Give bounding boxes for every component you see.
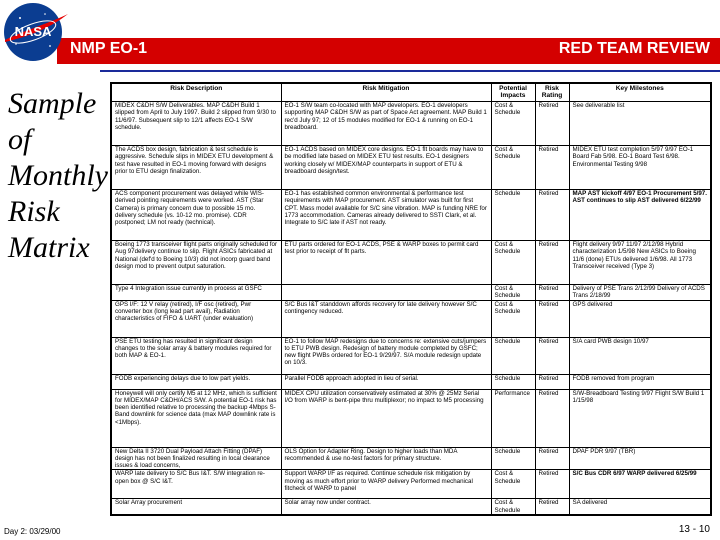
risk-mitigation-cell: EO-1 S/W team co-located with MAP developers. EO-1 developers supporting MAP C&DH S/W as part of Space Act agreement. MAP Build 1 rec'd July 97; 12 of 15 modules modified for EO-1 & running on EO-1 breadboard. bbox=[281, 102, 491, 146]
potential-impacts-cell: Schedule bbox=[491, 374, 535, 389]
table-row bbox=[111, 285, 711, 301]
potential-impacts-cell: Cost & Schedule bbox=[491, 241, 535, 285]
potential-impacts-cell: Schedule bbox=[491, 447, 535, 470]
potential-impacts-cell: Cost & Schedule bbox=[491, 300, 535, 337]
risk-rating-cell: Retired bbox=[535, 447, 569, 470]
risk-description-cell: Boeing 1773 transceiver flight parts originally scheduled for Aug 97delivery continue to slip. Flight ASICs fabricated at National (def'd to Boeing 10/3) did not incorp guard band design mod to prevent output saturation. bbox=[111, 241, 281, 285]
risk-rating-cell: Retired bbox=[535, 241, 569, 285]
potential-impacts-cell: Cost & Schedule bbox=[491, 102, 535, 146]
risk-matrix-table bbox=[110, 82, 712, 516]
risk-description-cell: PSE ETU testing has resulted in significant design changes to the solar array & battery modules required for both MAP & EO-1. bbox=[111, 337, 281, 374]
table-row bbox=[111, 374, 711, 389]
risk-rating-cell: Retired bbox=[535, 300, 569, 337]
risk-rating-cell: Retired bbox=[535, 146, 569, 190]
risk-description-cell: New Delta II 3720 Dual Payload Attach Fitting (DPAF) design has not been finalized resulting in local clearance issues & load concerns, bbox=[111, 447, 281, 470]
table-row bbox=[111, 447, 711, 470]
risk-description-cell: Solar Array procurement bbox=[111, 499, 281, 515]
key-milestones-cell: S/C Bus CDR 6/97 WARP delivered 6/25/99 bbox=[569, 470, 711, 499]
table-row bbox=[111, 389, 711, 447]
page-number: 13 - 10 bbox=[678, 524, 710, 535]
table-row bbox=[111, 102, 711, 146]
key-milestones-cell: DPAF PDR 9/97 (TBR) bbox=[569, 447, 711, 470]
header-risk-rating: Risk Rating bbox=[535, 83, 569, 102]
potential-impacts-cell: Schedule bbox=[491, 337, 535, 374]
key-milestones-cell: See deliverable list bbox=[569, 102, 711, 146]
program-title: NMP EO-1 bbox=[70, 40, 148, 57]
risk-description-cell: Honeywell will only certify M5 at 12 MHz, which is sufficient for MIDEX/MAP C&DH/ACS S/W. A potential EO-1 risk has been identified relative to processing the backup 4Mbps S-Band downlink for science data (max MAP downlink rate is <1Mbps). bbox=[111, 389, 281, 447]
risk-mitigation-cell: Parallel FODB approach adopted in lieu of serial. bbox=[281, 374, 491, 389]
risk-description-cell: ACS component procurement was delayed while WIS-derived pointing requirements were worked. AST (Star Camera) is primary concern due to possible 15 mo. delivery schedule (vs. 10-12 mo. promise). CDR postponed; LM not ready (technical). bbox=[111, 190, 281, 241]
risk-mitigation-cell: EO-1 has established common environmental & performance test requirements with MAP procurement. AST simulator was built for first CPT. Mass model available for S/C sine vibration. MAP is funding NRE for 1773 accommodation. Cameras already delivered to SSTI Clark, et al. Integrate to S/C late if AST not ready. bbox=[281, 190, 491, 241]
key-milestones-cell: SA delivered bbox=[569, 499, 711, 515]
risk-rating-cell: Retired bbox=[535, 499, 569, 515]
key-milestones-cell: Delivery of PSE Trans 2/12/99 Delivery of ACDS Trans 2/18/99 bbox=[569, 285, 711, 301]
page-title bbox=[8, 86, 108, 266]
key-milestones-cell: Flight delivery 9/97 11/97 2/12/98 Hybrid characterization 1/5/98 New ASICs to Boeing 11/6 (done) ETUs delivered 1/6/98. All 1773 Transceiver received (Type 3) bbox=[569, 241, 711, 285]
title-line: Risk bbox=[8, 195, 60, 228]
table-header-row bbox=[111, 83, 711, 102]
risk-description-cell: MIDEX C&DH S/W Deliverables. MAP C&DH Build 1 slipped from April to July 1997. Build 2 slipped from 9/30 to 11/6/97. Subsequent slip to 12/1 affects EO-1 S/W schedule. bbox=[111, 102, 281, 146]
risk-rating-cell: Retired bbox=[535, 470, 569, 499]
risk-rating-cell: Retired bbox=[535, 285, 569, 301]
header-potential-impacts: Potential Impacts bbox=[491, 83, 535, 102]
key-milestones-cell: S/A card PWB design 10/97 bbox=[569, 337, 711, 374]
risk-mitigation-cell: Solar array now under contract. bbox=[281, 499, 491, 515]
table-row bbox=[111, 337, 711, 374]
table-row bbox=[111, 241, 711, 285]
title-line: Matrix bbox=[8, 231, 90, 264]
potential-impacts-cell: Schedule bbox=[491, 190, 535, 241]
table-row bbox=[111, 499, 711, 515]
title-line: Sample bbox=[8, 87, 97, 120]
key-milestones-cell: FODB removed from program bbox=[569, 374, 711, 389]
risk-mitigation-cell: Support WARP I/F as required. Continue schedule risk mitigation by moving as much effort prior to WARP delivery Performed mechanical fitcheck of WARP to panel bbox=[281, 470, 491, 499]
risk-mitigation-cell: EO-1 ACDS based on MIDEX core designs. EO-1 flt boards may have to be modified late based on MIDEX ETU test results. EO-1 designers working closely w/ MIDEX/MAP counterparts in support of ETU & breadboard design/test. bbox=[281, 146, 491, 190]
table-row bbox=[111, 190, 711, 241]
risk-mitigation-cell: EO-1 to follow MAP redesigns due to concerns re: extensive cuts/jumpers to ETU PWB design. Redesign of battery module completed by GSFC; new flight PWBs ordered for EO-1 9/29/97. S/A module redesign update on 10/3. bbox=[281, 337, 491, 374]
risk-description-cell: WARP late delivery to S/C Bus I&T. S/W integration re-open box @ S/C I&T. bbox=[111, 470, 281, 499]
header-risk-description: Risk Description bbox=[111, 83, 281, 102]
table-row bbox=[111, 470, 711, 499]
potential-impacts-cell: Cost & Schedule bbox=[491, 146, 535, 190]
key-milestones-cell: MAP AST kickoff 4/97 EO-1 Procurement 5/97. AST continues to slip AST delivered 6/22/99 bbox=[569, 190, 711, 241]
potential-impacts-cell: Performance bbox=[491, 389, 535, 447]
risk-description-cell: Type 4 Integration issue currently in process at GSFC bbox=[111, 285, 281, 301]
title-line: of bbox=[8, 123, 32, 156]
nasa-logo bbox=[0, 0, 70, 66]
risk-rating-cell: Retired bbox=[535, 389, 569, 447]
key-milestones-cell: GPS delivered bbox=[569, 300, 711, 337]
risk-description-cell: The ACDS box design, fabrication & test schedule is aggressive. Schedule slips in MIDEX ETU development & test have resulted in EO-1 moving forward with designs prior to ETU design finalization. bbox=[111, 146, 281, 190]
title-line: Monthly bbox=[8, 159, 108, 192]
risk-rating-cell: Retired bbox=[535, 337, 569, 374]
risk-description-cell: GPS I/F: 12 V relay (retired), I/F osc (retired), Pwr converter box (long lead part avail), Radiation characteristics of FIFO & UART (under evaluation) bbox=[111, 300, 281, 337]
footer-date: Day 2: 03/29/00 bbox=[4, 527, 61, 536]
table-row bbox=[111, 146, 711, 190]
table-row bbox=[111, 300, 711, 337]
risk-mitigation-cell bbox=[281, 285, 491, 301]
header-key-milestones: Key Milestones bbox=[569, 83, 711, 102]
review-title: RED TEAM REVIEW bbox=[558, 40, 710, 57]
risk-rating-cell: Retired bbox=[535, 102, 569, 146]
potential-impacts-cell: Cost & Schedule bbox=[491, 499, 535, 515]
risk-mitigation-cell: OLS Option for Adapter Ring. Design to higher loads than MDA recommended & use no-test factors for primary structure. bbox=[281, 447, 491, 470]
nasa-logo-text: NASA bbox=[14, 24, 52, 39]
header-divider bbox=[100, 70, 720, 72]
risk-mitigation-cell: S/C Bus I&T standdown affords recovery for late delivery however S/C contingency reduced. bbox=[281, 300, 491, 337]
risk-mitigation-cell: ETU parts ordered for EO-1 ACDS, PSE & WARP boxes to permit card test prior to receipt of flt parts. bbox=[281, 241, 491, 285]
key-milestones-cell: S/W-Breadboard Testing 9/97 Flight S/W Build 1 1/15/98 bbox=[569, 389, 711, 447]
risk-mitigation-cell: MIDEX CPU utilization conservatively estimated at 30% @ 25Mz Serial I/O from WARP is bent-pipe thru multiplexor; no impact to M5 processing bbox=[281, 389, 491, 447]
potential-impacts-cell: Cost & Schedule bbox=[491, 470, 535, 499]
risk-rating-cell: Retired bbox=[535, 374, 569, 389]
potential-impacts-cell: Cost & Schedule bbox=[491, 285, 535, 301]
risk-description-cell: FODB experiencing delays due to low part yields. bbox=[111, 374, 281, 389]
header-risk-mitigation: Risk Mitigation bbox=[281, 83, 491, 102]
risk-rating-cell: Retired bbox=[535, 190, 569, 241]
table-body bbox=[111, 102, 711, 516]
key-milestones-cell: MIDEX ETU test completion 5/97 9/97 EO-1 Board Fab 5/98. EO-1 Board Test 6/98. Environmental Testing 9/98 bbox=[569, 146, 711, 190]
